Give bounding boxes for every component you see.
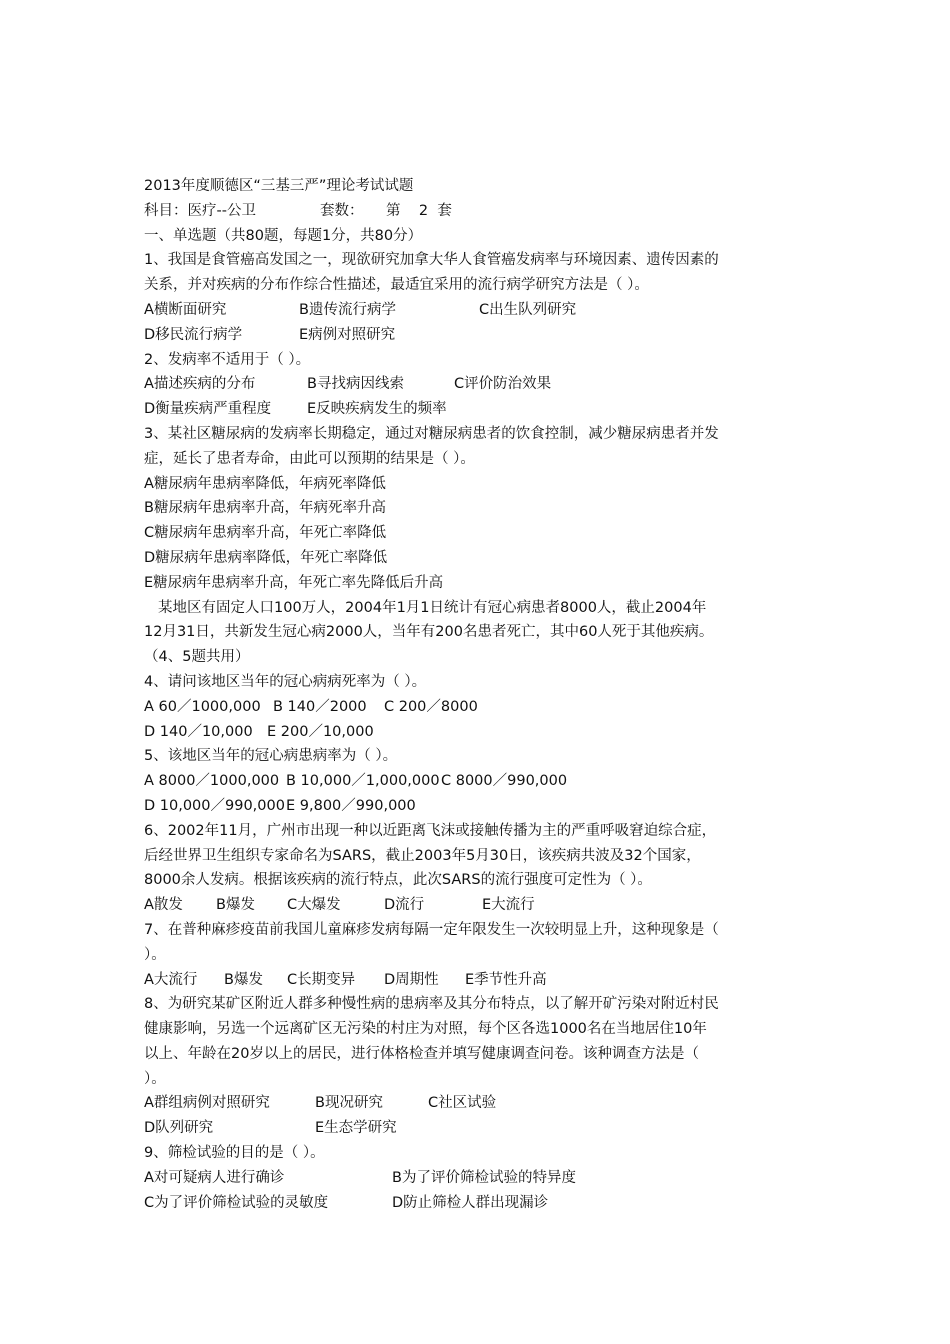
section-heading: 一、单选题（共80题，每题1分，共80分） — [144, 227, 423, 244]
option-a: A散发 — [144, 897, 183, 914]
option-b: B 10,000／1,000,000 — [286, 773, 440, 790]
question-8-stem: 健康影响，另选一个远离矿区无污染的村庄为对照，每个区各选1000名在当地居住10年 — [144, 1021, 707, 1038]
option-c: C长期变异 — [287, 971, 356, 988]
question-2-options — [144, 372, 824, 397]
option-e: E大流行 — [482, 897, 535, 914]
exam-title: 2013年度顺德区“三基三严”理论考试试题 — [144, 178, 414, 194]
subject-label: 科目：医疗--公卫 — [144, 202, 256, 219]
option-d: D 10,000／990,000 — [144, 797, 285, 814]
option-b: B爆发 — [216, 897, 255, 914]
question-9-options — [144, 1166, 824, 1191]
question-7-options — [144, 968, 824, 993]
exam-content — [144, 174, 824, 1215]
option-a: A大流行 — [144, 971, 198, 988]
question-6-stem: 后经世界卫生组织专家命名为SARS，截止2003年5月30日，该疾病共波及32个国家， — [144, 847, 701, 864]
option-d: D流行 — [384, 897, 425, 914]
subject-line — [144, 199, 824, 224]
question-5-options — [144, 794, 824, 819]
shared-stem: 某地区有固定人口100万人，2004年1月1日统计有冠心病患者8000人，截止2004年 — [158, 599, 707, 616]
option-e: E 9,800／990,000 — [286, 797, 416, 814]
option-b: B爆发 — [224, 971, 263, 988]
question-4-stem: 4、请问该地区当年的冠心病病死率为（ ）。 — [144, 673, 427, 690]
option-a: A 8000／1000,000 — [144, 773, 280, 790]
option-b: B为了评价筛检试验的特异度 — [392, 1169, 576, 1186]
option-d: D 140／10,000 — [144, 723, 253, 740]
question-1-options — [144, 323, 824, 348]
option-c: C糖尿病年患病率升高，年死亡率降低 — [144, 525, 387, 542]
question-8-options — [144, 1091, 824, 1116]
option-b: B遗传流行病学 — [299, 301, 396, 318]
option-e: E季节性升高 — [465, 971, 547, 988]
question-7-stem: 7、在普种麻疹疫苗前我国儿童麻疹发病每隔一定年限发生一次较明显上升，这种现象是（ — [144, 921, 719, 938]
set-label: 套数： — [320, 202, 364, 219]
option-c: C评价防治效果 — [454, 376, 552, 393]
question-3-stem: 3、某社区糖尿病的发病率长期稳定，通过对糖尿病患者的饮食控制，减少糖尿病患者并发 — [144, 425, 719, 442]
option-c: C为了评价筛检试验的灵敏度 — [144, 1194, 329, 1211]
option-d: D移民流行病学 — [144, 326, 243, 343]
option-d: D衡量疾病严重程度 — [144, 401, 272, 418]
option-a: A对可疑病人进行确诊 — [144, 1169, 285, 1186]
set-value: 第 2 套 — [386, 202, 452, 219]
option-c: C大爆发 — [287, 897, 341, 914]
question-2-stem: 2、发病率不适用于（ ）。 — [144, 351, 311, 368]
question-8-stem: 以上、年龄在20岁以上的居民，进行体格检查并填写健康调查问卷。该种调查方法是（ — [144, 1045, 699, 1062]
option-c: C出生队列研究 — [479, 301, 577, 318]
option-e: E生态学研究 — [315, 1120, 397, 1137]
option-a: A糖尿病年患病率降低，年病死率降低 — [144, 475, 386, 492]
option-c: C 200／8000 — [384, 698, 478, 715]
shared-stem: 12月31日，共新发生冠心病2000人，当年有200名患者死亡，其中60人死于其他疾病。 — [144, 624, 714, 641]
question-1-options — [144, 298, 824, 323]
question-5-options — [144, 769, 824, 794]
option-c: C 8000／990,000 — [441, 773, 568, 790]
option-d: D糖尿病年患病率降低，年死亡率降低 — [144, 549, 388, 566]
option-a: A群组病例对照研究 — [144, 1095, 270, 1112]
option-c: C社区试验 — [428, 1095, 497, 1112]
question-6-options — [144, 893, 824, 918]
question-4-options — [144, 720, 824, 745]
question-4-options — [144, 695, 824, 720]
shared-stem-note: （4、5题共用） — [144, 649, 250, 666]
option-e: E病例对照研究 — [299, 326, 396, 343]
question-6-stem: 8000余人发病。根据该疾病的流行特点，此次SARS的流行强度可定性为（ ）。 — [144, 872, 652, 889]
option-d: D队列研究 — [144, 1120, 214, 1137]
question-9-options — [144, 1191, 824, 1216]
option-b: B 140／2000 — [273, 698, 367, 715]
option-b: B现况研究 — [315, 1095, 383, 1112]
option-d: D防止筛检人群出现漏诊 — [392, 1194, 549, 1211]
question-2-options — [144, 397, 824, 422]
option-b: B寻找病因线索 — [307, 376, 404, 393]
option-b: B糖尿病年患病率升高，年病死率升高 — [144, 500, 386, 517]
question-8-options — [144, 1116, 824, 1141]
question-9-stem: 9、筛检试验的目的是（ ）。 — [144, 1145, 325, 1162]
question-5-stem: 5、该地区当年的冠心病患病率为（ ）。 — [144, 748, 398, 765]
question-8-stem: 8、为研究某矿区附近人群多种慢性病的患病率及其分布特点，以了解开矿污染对附近村民 — [144, 996, 719, 1013]
option-d: D周期性 — [384, 971, 439, 988]
option-e: E糖尿病年患病率升高，年死亡率先降低后升高 — [144, 574, 444, 591]
option-a: A横断面研究 — [144, 301, 227, 318]
option-e: E 200／10,000 — [267, 723, 374, 740]
option-e: E反映疾病发生的频率 — [307, 401, 447, 418]
question-6-stem: 6、2002年11月，广州市出现一种以近距离飞沫或接触传播为主的严重呼吸窘迫综合症， — [144, 822, 717, 839]
question-1-stem: 1、我国是食管癌高发国之一，现欲研究加拿大华人食管癌发病率与环境因素、遗传因素的 — [144, 252, 719, 269]
option-a: A 60／1000,000 — [144, 698, 261, 715]
option-a: A描述疾病的分布 — [144, 376, 256, 393]
question-8-stem: ）。 — [144, 1070, 166, 1087]
question-1-stem: 关系，并对疾病的分布作综合性描述，最适宜采用的流行病学研究方法是（ ）。 — [144, 277, 649, 294]
question-3-stem: 症，延长了患者寿命，由此可以预期的结果是（ ）。 — [144, 450, 475, 467]
question-7-stem: ）。 — [144, 946, 166, 963]
